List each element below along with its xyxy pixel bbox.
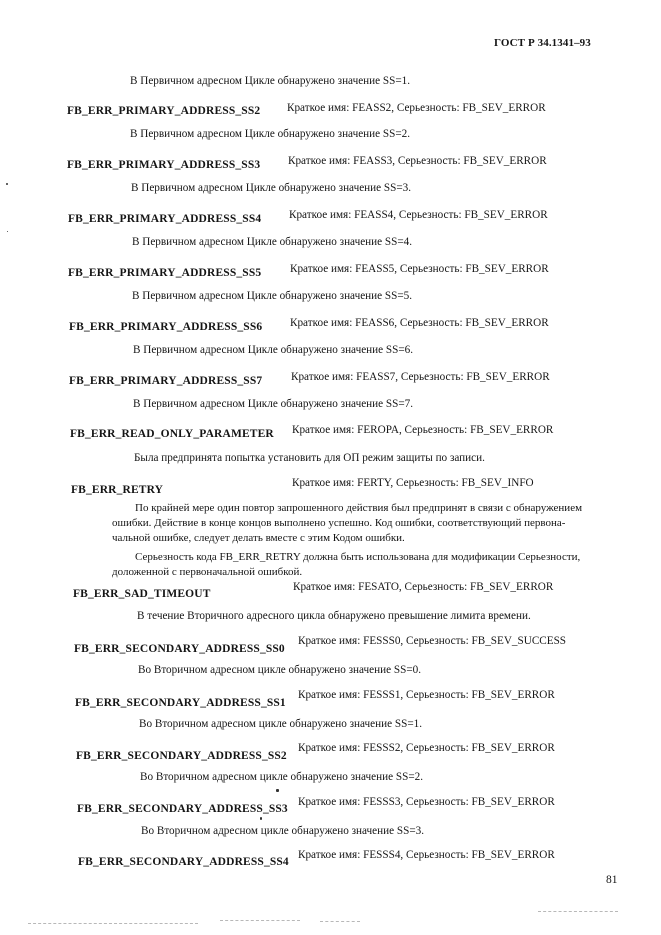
paragraph-line: ошибки. Действие в конце концов выполнено успешно. Код ошибки, соответствующий первона- xyxy=(112,517,566,529)
error-meta: Краткое имя: FEROPA, Серьезность: FB_SEV_ERROR xyxy=(292,424,554,436)
scan-speck xyxy=(260,817,262,820)
page-number: 81 xyxy=(606,874,618,886)
error-meta: Краткое имя: FESATO, Серьезность: FB_SEV_ERROR xyxy=(293,581,554,593)
paragraph-line: чальной ошибке, следует делать вместе с этим Кодом ошибки. xyxy=(112,532,405,544)
entry-description: В Первичном адресном Цикле обнаружено значение SS=1. xyxy=(130,75,411,87)
entry-description: Была предпринята попытка установить для ОП режим защиты по записи. xyxy=(134,452,485,464)
scan-speck xyxy=(276,789,279,792)
error-code: FB_ERR_PRIMARY_ADDRESS_SS7 xyxy=(69,375,263,387)
entry-description: В Первичном адресном Цикле обнаружено значение SS=7. xyxy=(133,398,414,410)
error-code: FB_ERR_PRIMARY_ADDRESS_SS4 xyxy=(68,213,262,225)
error-meta: Краткое имя: FEASS5, Серьезность: FB_SEV_ERROR xyxy=(290,263,549,275)
error-code: FB_ERR_PRIMARY_ADDRESS_SS5 xyxy=(68,267,262,279)
error-meta: Краткое имя: FESSS3, Серьезность: FB_SEV_ERROR xyxy=(298,796,555,808)
scan-speck xyxy=(6,183,8,185)
paragraph-line: Серьезность кода FB_ERR_RETRY должна быть использована для модификации Серьезности, xyxy=(135,551,581,563)
error-meta: Краткое имя: FEASS7, Серьезность: FB_SEV_ERROR xyxy=(291,371,550,383)
entry-description: В Первичном адресном Цикле обнаружено значение SS=3. xyxy=(131,182,412,194)
error-code: FB_ERR_SECONDARY_ADDRESS_SS4 xyxy=(78,856,289,868)
entry-description: В Первичном адресном Цикле обнаружено значение SS=4. xyxy=(132,236,413,248)
error-meta: Краткое имя: FERTY, Серьезность: FB_SEV_INFO xyxy=(292,477,534,489)
scan-edge-line xyxy=(28,923,198,925)
error-meta: Краткое имя: FEASS6, Серьезность: FB_SEV_ERROR xyxy=(290,317,549,329)
scan-edge-line xyxy=(538,911,618,913)
error-meta: Краткое имя: FESSS1, Серьезность: FB_SEV_ERROR xyxy=(298,689,555,701)
error-code: FB_ERR_PRIMARY_ADDRESS_SS2 xyxy=(67,105,261,117)
scan-edge-line xyxy=(220,920,300,922)
error-code: FB_ERR_READ_ONLY_PARAMETER xyxy=(70,428,274,440)
error-code: FB_ERR_PRIMARY_ADDRESS_SS3 xyxy=(67,159,261,171)
entry-description: В Первичном адресном Цикле обнаружено значение SS=6. xyxy=(133,344,414,356)
error-code: FB_ERR_RETRY xyxy=(71,484,164,496)
error-meta: Краткое имя: FEASS3, Серьезность: FB_SEV_ERROR xyxy=(288,155,547,167)
error-code: FB_ERR_SECONDARY_ADDRESS_SS0 xyxy=(74,643,285,655)
paragraph-line: По крайней мере один повтор запрошенного действия был предпринят в связи с обнаружением xyxy=(135,502,583,514)
error-meta: Краткое имя: FESSS0, Серьезность: FB_SEV_SUCCESS xyxy=(298,635,567,647)
standard-header: ГОСТ Р 34.1341–93 xyxy=(494,37,591,49)
entry-description: В течение Вторичного адресного цикла обнаружено превышение лимита времени. xyxy=(137,610,531,622)
entry-description: Во Вторичном адресном цикле обнаружено значение SS=2. xyxy=(140,771,424,783)
error-meta: Краткое имя: FESSS2, Серьезность: FB_SEV_ERROR xyxy=(298,742,555,754)
entry-description: Во Вторичном адресном цикле обнаружено значение SS=0. xyxy=(138,664,422,676)
error-meta: Краткое имя: FESSS4, Серьезность: FB_SEV_ERROR xyxy=(298,849,555,861)
error-code: FB_ERR_SECONDARY_ADDRESS_SS1 xyxy=(75,697,286,709)
scan-edge-line xyxy=(320,921,360,923)
entry-description: В Первичном адресном Цикле обнаружено значение SS=2. xyxy=(130,128,411,140)
error-code: FB_ERR_SAD_TIMEOUT xyxy=(73,588,211,600)
scan-speck xyxy=(7,231,8,232)
error-code: FB_ERR_PRIMARY_ADDRESS_SS6 xyxy=(69,321,263,333)
paragraph-line: доложенной с первоначальной ошибкой. xyxy=(112,566,303,578)
error-code: FB_ERR_SECONDARY_ADDRESS_SS3 xyxy=(77,803,288,815)
entry-description: Во Вторичном адресном цикле обнаружено значение SS=1. xyxy=(139,718,423,730)
entry-description: В Первичном адресном Цикле обнаружено значение SS=5. xyxy=(132,290,413,302)
error-meta: Краткое имя: FEASS2, Серьезность: FB_SEV_ERROR xyxy=(287,102,546,114)
error-code: FB_ERR_SECONDARY_ADDRESS_SS2 xyxy=(76,750,287,762)
error-meta: Краткое имя: FEASS4, Серьезность: FB_SEV_ERROR xyxy=(289,209,548,221)
entry-description: Во Вторичном адресном цикле обнаружено значение SS=3. xyxy=(141,825,425,837)
